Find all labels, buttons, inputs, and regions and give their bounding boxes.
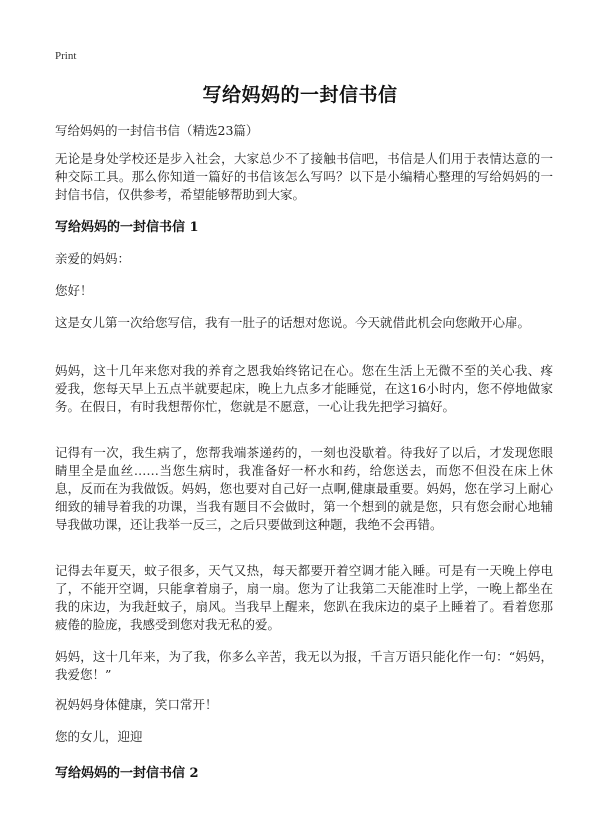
- section-heading-2: 写给妈妈的一封信书信 2: [55, 766, 199, 781]
- page-title: 写给妈妈的一封信书信: [202, 84, 398, 106]
- greeting: 您好！: [55, 283, 93, 298]
- print-link[interactable]: Print: [55, 50, 77, 62]
- letter-paragraph-1: 这是女儿第一次给您写信，我有一肚子的话想对您说。今天就借此机会向您敞开心扉。: [55, 315, 531, 330]
- letter-paragraph-4: 记得去年夏天，蚊子很多，天气又热，每天都要开着空调才能入睡。可是有一天晚上停电了，不能开空调，只能拿着扇子，扇一扇。您为了让我第二天能准时上学，一晚上都坐在我的床边，为我赶蚊子，扇风。当我早上醒来，您趴在我床边的桌子上睡着了。看着您那疲倦的脸庞，我感受到您对我无私的爱。: [55, 563, 553, 632]
- signature: 您的女儿，迎迎: [55, 729, 143, 744]
- letter-paragraph-3: 记得有一次，我生病了，您帮我端茶递药的，一刻也没歇着。待我好了以后，才发现您眼睛里全是血丝……当您生病时，我准备好一杯水和药，给您送去，而您不但没在床上休息，反而在为我做饭。妈妈，您也要对自己好一点啊,健康最重要。妈妈，您在学习上耐心细致的辅导着我的功课，当我有题目不会做时，第一个想到的就是您，只有您会耐心地辅导我做功课，还让我举一反三，之后只要做到这种题，我绝不会再错。: [55, 445, 553, 532]
- letter-paragraph-5: 妈妈，这十几年来，为了我，你多么辛苦，我无以为报，千言万语只能化作一句：“妈妈，我爱您！”: [55, 649, 553, 682]
- salutation: 亲爱的妈妈：: [55, 251, 131, 266]
- section-heading-1: 写给妈妈的一封信书信 1: [55, 220, 199, 235]
- letter-paragraph-2: 妈妈，这十几年来您对我的养育之恩我始终铭记在心。您在生活上无微不至的关心我、疼爱我，您每天早上五点半就要起床，晚上九点多才能睡觉，在这16小时内，您不停地做家务。在假日，有时我想帮你忙，您就是不愿意，一心让我先把学习搞好。: [55, 363, 553, 414]
- closing-wish: 祝妈妈身体健康，笑口常开！: [55, 697, 218, 712]
- intro-paragraph: 无论是身处学校还是步入社会，大家总少不了接触书信吧，书信是人们用于表情达意的一种交际工具。那么你知道一篇好的书信该怎么写吗？以下是小编精心整理的写给妈妈的一封信书信，仅供参考，希望能够帮助到大家。: [55, 151, 553, 202]
- subtitle: 写给妈妈的一封信书信（精选23篇）: [55, 123, 259, 138]
